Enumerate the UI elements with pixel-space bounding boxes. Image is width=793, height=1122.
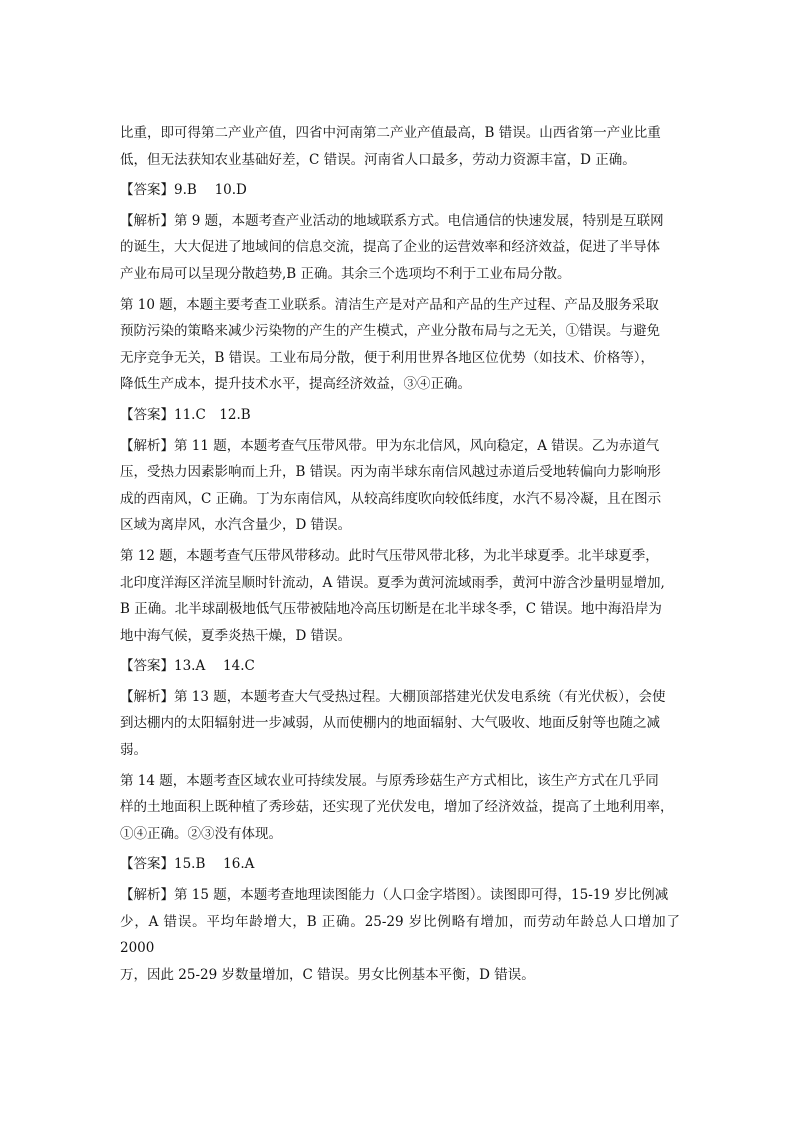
- text-line: 【解析】第 15 题，本题考查地理读图能力（人口金字塔图）。读图即可得，15-19 岁比例减: [120, 887, 669, 904]
- paragraph: [120, 177, 680, 204]
- text-line: 压，受热力因素影响而上升，B 错误。丙为南半球东南信风越过赤道后受地转偏向力影响形: [120, 464, 661, 481]
- paragraph: [120, 402, 680, 429]
- text-line: B 正确。北半球副极地低气压带被陆地冷高压切断是在北半球冬季，C 错误。地中海沿岸为: [120, 601, 662, 618]
- paragraph: [120, 120, 680, 173]
- text-line: 【答案】9.B 10.D: [120, 182, 247, 199]
- paragraph: [120, 208, 680, 288]
- text-line: 低，但无法获知农业基础好差，C 错误。河南省人口最多，劳动力资源丰富，D 正确。: [120, 151, 636, 168]
- text-line: 第 14 题，本题考查区域农业可持续发展。与原秀珍菇生产方式相比，该生产方式在几乎同: [120, 772, 659, 789]
- text-line: 少，A 错误。平均年龄增大，B 正确。25-29 岁比例略有增加，而劳动年龄总人口增加了 2000: [120, 913, 680, 957]
- text-line: 【解析】第 9 题，本题考查产业活动的地域联系方式。电信通信的快速发展，特别是互联网: [120, 212, 664, 229]
- paragraph: [120, 882, 680, 988]
- text-line: 比重，即可得第二产业产值，四省中河南第二产业产值最高，B 错误。山西省第一产业比重: [120, 125, 661, 141]
- paragraph: [120, 543, 680, 649]
- text-line: 地中海气候，夏季炎热干燥，D 错误。: [120, 627, 352, 644]
- paragraph: [120, 851, 680, 878]
- text-line: 样的土地面积上既种植了秀珍菇，还实现了光伏发电，增加了经济效益，提高了土地利用率，: [120, 799, 674, 816]
- paragraph: [120, 292, 680, 398]
- text-line: 降低生产成本，提升技术水平，提高经济效益，③④正确。: [120, 376, 471, 393]
- text-line: ①④正确。②③没有体现。: [120, 825, 282, 842]
- text-line: 的诞生，大大促进了地域间的信息交流，提高了企业的运营效率和经济效益，促进了半导体: [120, 239, 660, 256]
- text-line: 【解析】第 11 题，本题考查气压带风带。甲为东北信风，风向稳定，A 错误。乙为赤道气: [120, 437, 660, 454]
- paragraph: [120, 768, 680, 848]
- text-line: 产业布局可以呈现分散趋势,B 正确。其余三个选项均不利于工业布局分散。: [120, 265, 571, 282]
- text-line: 区域为离岸风，水汽含量少，D 错误。: [120, 517, 352, 534]
- paragraph: [120, 684, 680, 764]
- text-line: 成的西南风，C 正确。丁为东南信风，从较高纬度吹向较低纬度，水汽不易冷凝，且在图示: [120, 490, 662, 507]
- paragraph: [120, 433, 680, 539]
- text-line: 无序竞争无关，B 错误。工业布局分散，便于利用世界各地区位优势（如技术、价格等），: [120, 349, 654, 366]
- text-line: 万，因此 25-29 岁数量增加，C 错误。男女比例基本平衡，D 错误。: [120, 966, 535, 983]
- text-line: 到达棚内的太阳辐射进一步减弱，从而使棚内的地面辐射、大气吸收、地面反射等也随之减: [120, 715, 660, 732]
- text-line: 预防污染的策略来减少污染物的产生的产生模式，产业分散布局与之无关，①错误。与避免: [120, 323, 660, 340]
- text-line: 【解析】第 13 题，本题考查大气受热过程。大棚顶部搭建光伏发电系统（有光伏板），会使: [120, 688, 666, 705]
- paragraph: [120, 653, 680, 680]
- text-line: 北印度洋海区洋流呈顺时针流动，A 错误。夏季为黄河流域雨季，黄河中游含沙量明显增加,: [120, 574, 665, 591]
- text-line: 第 12 题，本题考查气压带风带移动。此时气压带风带北移，为北半球夏季。北半球夏季，: [120, 547, 659, 564]
- text-line: 【答案】11.C 12.B: [120, 406, 251, 423]
- text-line: 【答案】13.A 14.C: [120, 658, 255, 675]
- text-line: 【答案】15.B 16.A: [120, 856, 255, 873]
- document-body: [120, 120, 680, 988]
- text-line: 弱。: [120, 742, 147, 759]
- text-line: 第 10 题，本题主要考查工业联系。清洁生产是对产品和产品的生产过程、产品及服务采取: [120, 296, 659, 313]
